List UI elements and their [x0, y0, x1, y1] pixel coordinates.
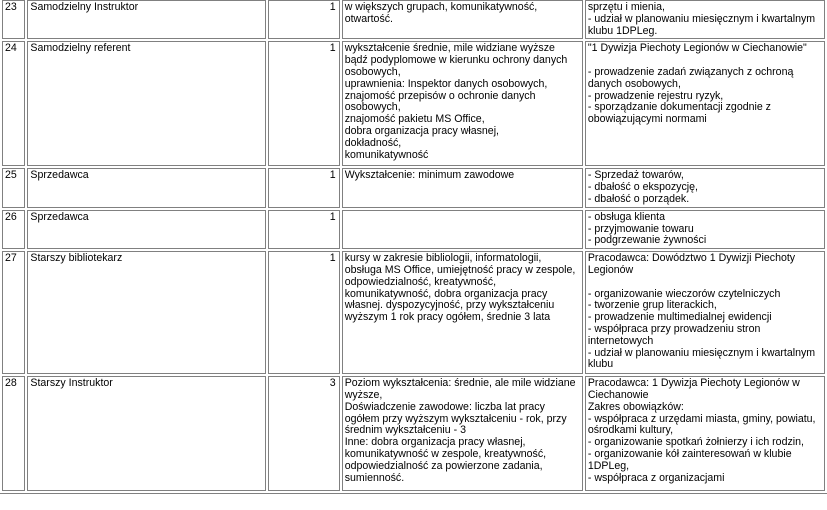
- duty-line: danych osobowych,: [587, 77, 681, 90]
- position-cell: Sprzedawca: [27, 168, 266, 207]
- duty-line: Pracodawca: 1 Dywizja Piechoty Legionów w: [587, 377, 800, 390]
- table-row: [2, 41, 825, 166]
- duty-line: - udział w planowaniu miesięcznym i kwartalnym: [587, 12, 816, 25]
- requirement-line: uprawnienia: Inspektor danych osobowych,: [344, 77, 548, 90]
- duty-line: Zakres obowiązków:: [587, 400, 684, 413]
- duty-line: - obsługa klienta: [587, 210, 665, 223]
- duty-line: - współpraca z urzędami miasta, gminy, powiatu,: [587, 412, 816, 425]
- quantity-cell: 3: [268, 376, 339, 491]
- requirement-line: dobra organizacja pracy własnej,: [344, 124, 499, 137]
- duty-line: - prowadzenie multimedialnej ewidencji: [587, 311, 772, 324]
- table-row: [2, 210, 825, 249]
- duty-line: internetowych: [587, 334, 654, 347]
- duty-line: Ciechanowie: [587, 388, 649, 401]
- duty-line: - Sprzedaż towarów,: [587, 169, 684, 182]
- requirement-line: osobowych,: [344, 65, 401, 78]
- position-cell: Starszy bibliotekarz: [27, 251, 266, 374]
- quantity-cell: 1: [268, 0, 339, 39]
- requirement-line: dokładność,: [344, 136, 402, 149]
- duty-line: - dbałość o porządek.: [587, 192, 690, 205]
- requirements-cell: [342, 168, 583, 207]
- requirement-line: znajomość pakietu MS Office,: [344, 113, 485, 126]
- requirement-line: odpowiedzialność za powierzone zadania,: [344, 459, 543, 472]
- requirement-line: średnim wykształceniu - 3: [344, 424, 466, 437]
- requirements-cell: [342, 41, 583, 166]
- requirement-line: bądź podyplomowe w kierunku ochrony danych: [344, 54, 568, 67]
- position-cell: Samodzielny Instruktor: [27, 0, 266, 39]
- duty-line: - organizowanie wieczorów czytelniczych: [587, 287, 781, 300]
- duties-cell: [585, 251, 825, 374]
- requirement-line: ogółem przy wyższym wykształceniu - rok, przy: [344, 412, 567, 425]
- row-number-cell: 24: [2, 41, 25, 166]
- job-offers-body: [2, 0, 825, 491]
- requirement-line: odpowiedzialność, kreatywność,: [344, 275, 497, 288]
- table-row: [2, 168, 825, 207]
- duty-line: - organizowanie spotkań żołnierzy i ich rodzin,: [587, 436, 804, 449]
- position-cell: Sprzedawca: [27, 210, 266, 249]
- duty-line: - prowadzenie rejestru ryzyk,: [587, 89, 724, 102]
- duties-cell: [585, 168, 825, 207]
- duty-line: - prowadzenie zadań związanych z ochroną: [587, 65, 794, 78]
- row-number-cell: 23: [2, 0, 25, 39]
- requirement-line: wykształcenie średnie, mile widziane wyższe: [344, 42, 555, 55]
- table-row: [2, 0, 825, 39]
- requirements-cell: [342, 210, 583, 249]
- duties-cell: [585, 210, 825, 249]
- duty-line: [588, 277, 822, 289]
- requirement-line: w większych grupach, komunikatywność,: [344, 1, 538, 13]
- row-number-cell: 25: [2, 168, 25, 207]
- duty-line: 1DPLeg,: [587, 459, 630, 472]
- duties-cell: [585, 376, 825, 491]
- requirement-line: Doświadczenie zawodowe: liczba lat pracy: [344, 400, 545, 413]
- requirement-line: sumienność.: [344, 471, 405, 484]
- duty-line: - dbałość o ekspozycję,: [587, 181, 698, 194]
- row-number-cell: 28: [2, 376, 25, 491]
- table-row: [2, 251, 825, 374]
- requirement-line: wyższym 1 rok pracy ogółem, średnie 3 lata: [344, 311, 551, 324]
- requirement-line: otwartość.: [344, 12, 393, 25]
- requirement-line: Wykształcenie: minimum zawodowe: [344, 169, 515, 182]
- duty-line: - organizowanie kół zainteresowań w klubie: [587, 447, 792, 460]
- quantity-cell: 1: [268, 41, 339, 166]
- requirement-line: obsługa MS Office, umiejętność pracy w zespole,: [344, 263, 576, 276]
- requirements-cell: [342, 251, 583, 374]
- requirement-line: osobowych,: [344, 101, 401, 114]
- requirement-line: kursy w zakresie bibliologii, informatologii,: [344, 252, 542, 265]
- duty-line: - udział w planowaniu miesięcznym i kwartalnym: [587, 346, 816, 359]
- position-cell: Starszy Instruktor: [27, 376, 266, 491]
- duty-line: Legionów: [587, 263, 634, 276]
- duty-line: ośrodkami kultury,: [587, 424, 674, 437]
- requirement-line: Inne: dobra organizacja pracy własnej,: [344, 436, 526, 449]
- quantity-cell: 1: [268, 168, 339, 207]
- duty-line: klubu 1DPLeg.: [587, 24, 658, 37]
- requirement-line: wyższe,: [344, 388, 383, 401]
- row-number-cell: 27: [2, 251, 25, 374]
- position-cell: Samodzielny referent: [27, 41, 266, 166]
- requirement-line: znajomość przepisów o ochronie danych: [344, 89, 536, 102]
- duty-line: - przyjmowanie towaru: [587, 222, 694, 235]
- duties-cell: [585, 0, 825, 39]
- requirements-cell: [342, 0, 583, 39]
- table-row: [2, 376, 825, 491]
- duty-line: - sporządzanie dokumentacji zgodnie z: [587, 101, 771, 114]
- requirement-line: komunikatywność: [344, 148, 429, 161]
- duty-line: Pracodawca: Dowództwo 1 Dywizji Piechoty: [587, 252, 796, 265]
- duty-line: - podgrzewanie żywności: [587, 234, 707, 247]
- duty-line: - współpraca przy prowadzeniu stron: [587, 322, 761, 335]
- quantity-cell: 1: [268, 210, 339, 249]
- duty-line: klubu: [587, 358, 614, 371]
- requirement-line: komunikatywność w zespole, kreatywność,: [344, 447, 547, 460]
- duty-line: obowiązującymi normami: [587, 113, 707, 126]
- duty-line: - współpraca z organizacjami: [587, 471, 725, 484]
- row-number-cell: 26: [2, 210, 25, 249]
- requirement-line: Poziom wykształcenia: średnie, ale mile widziane: [344, 377, 576, 390]
- quantity-cell: 1: [268, 251, 339, 374]
- duty-line: sprzętu i mienia,: [587, 1, 665, 13]
- duty-line: - tworzenie grup literackich,: [587, 299, 717, 312]
- duty-line: "1 Dywizja Piechoty Legionów w Ciechanowie": [587, 42, 807, 55]
- requirement-line: własnej. dyspozycyjność, przy wykształceniu: [344, 299, 555, 312]
- requirements-cell: [342, 376, 583, 491]
- duties-cell: [585, 41, 825, 166]
- requirement-line: komunikatywność, dobra organizacja pracy: [344, 287, 548, 300]
